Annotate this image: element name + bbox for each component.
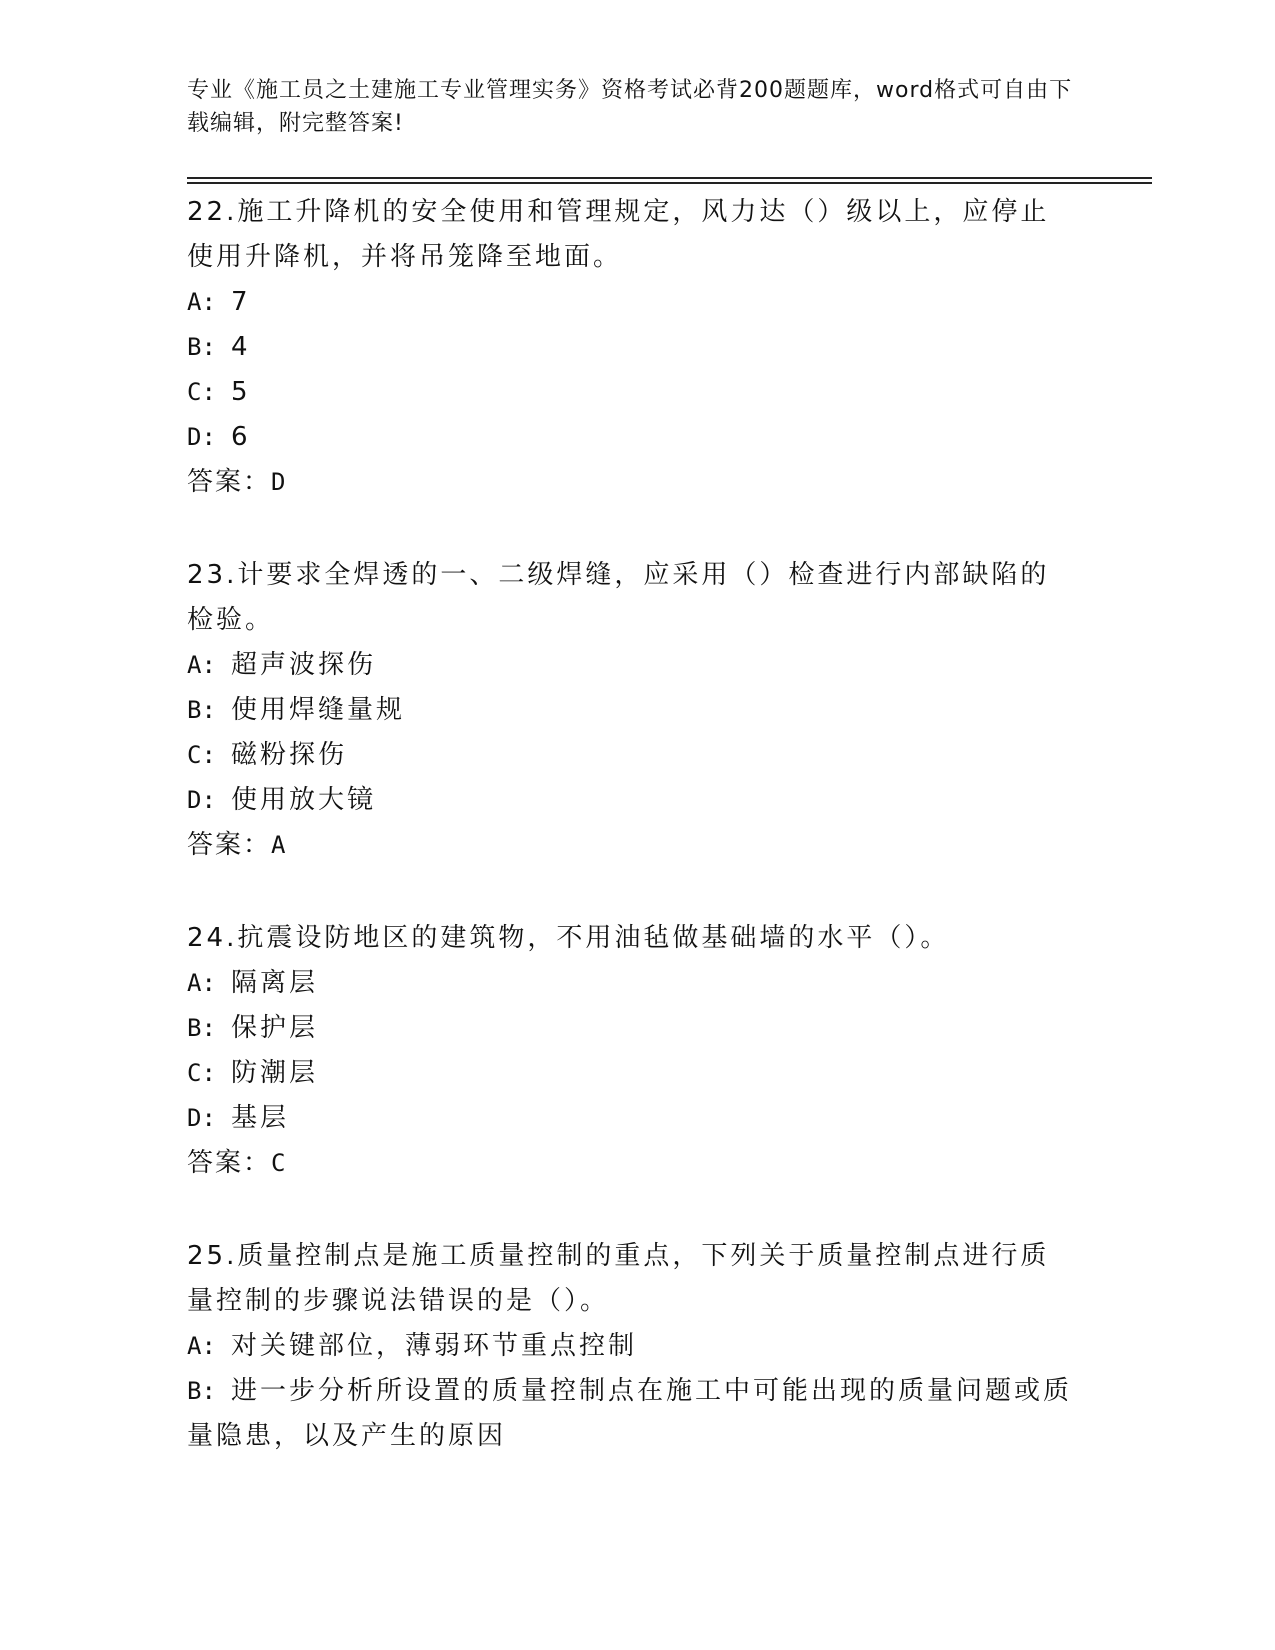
- option-letter: B:: [187, 1014, 216, 1042]
- option-letter: C:: [187, 378, 216, 406]
- option-letter: A:: [187, 1332, 216, 1360]
- option-text: 隔离层: [231, 968, 319, 998]
- option-text: 对关键部位，薄弱环节重点控制: [231, 1331, 638, 1361]
- option-c: [187, 370, 1087, 415]
- question-24: [187, 916, 1087, 1186]
- option-d: [187, 1096, 1087, 1141]
- answer-line: [187, 1141, 1087, 1186]
- option-text: 进一步分析所设置的质量控制点在施工中可能出现的质量问题或质量隐患，以及产生的原因: [187, 1376, 1073, 1451]
- answer-label: 答案：: [187, 467, 272, 497]
- answer-value: D: [271, 468, 286, 496]
- option-d: [187, 778, 1087, 823]
- option-a: [187, 961, 1087, 1006]
- option-letter: C:: [187, 1059, 216, 1087]
- option-b: [187, 325, 1087, 370]
- question-list: [187, 190, 1087, 1507]
- option-letter: B:: [187, 696, 216, 724]
- option-letter: B:: [187, 333, 216, 361]
- option-text: 4: [231, 332, 251, 362]
- answer-value: A: [271, 831, 286, 859]
- option-text: 超声波探伤: [231, 650, 377, 680]
- question-stem: 25.质量控制点是施工质量控制的重点，下列关于质量控制点进行质量控制的步骤说法错误的是（）。: [187, 1241, 1050, 1316]
- option-letter: D:: [187, 1104, 216, 1132]
- option-b: [187, 1006, 1087, 1051]
- option-text: 磁粉探伤: [231, 740, 348, 770]
- question-22: [187, 190, 1087, 505]
- option-b: [187, 1369, 1077, 1459]
- answer-label: 答案：: [187, 1148, 272, 1178]
- option-letter: C:: [187, 741, 216, 769]
- header-divider-bottom: [187, 182, 1152, 184]
- option-text: 保护层: [231, 1013, 319, 1043]
- option-text: 5: [231, 377, 251, 407]
- question-23: [187, 553, 1087, 868]
- option-text: 基层: [231, 1103, 290, 1133]
- option-letter: D:: [187, 786, 216, 814]
- option-c: [187, 733, 1087, 778]
- option-letter: B:: [187, 1377, 216, 1405]
- question-stem: 24.抗震设防地区的建筑物，不用油毡做基础墙的水平（）。: [187, 923, 950, 953]
- header-divider-top: [187, 177, 1152, 179]
- option-text: 7: [231, 287, 251, 317]
- option-a: [187, 280, 1087, 325]
- option-letter: D:: [187, 423, 216, 451]
- answer-line: [187, 460, 1087, 505]
- option-text: 6: [231, 422, 251, 452]
- option-letter: A:: [187, 288, 216, 316]
- answer-value: C: [271, 1149, 286, 1177]
- option-a: [187, 1324, 1087, 1369]
- option-b: [187, 688, 1087, 733]
- document-intro: 专业《施工员之土建施工专业管理实务》资格考试必背200题题库，word格式可自由下载编辑，附完整答案!: [187, 78, 1073, 136]
- question-stem: 22.施工升降机的安全使用和管理规定，风力达（）级以上，应停止使用升降机，并将吊笼降至地面。: [187, 197, 1050, 272]
- option-text: 使用焊缝量规: [231, 695, 406, 725]
- answer-line: [187, 823, 1087, 868]
- question-25: [187, 1234, 1087, 1459]
- option-d: [187, 415, 1087, 460]
- option-text: 防潮层: [231, 1058, 319, 1088]
- question-stem: 23.计要求全焊透的一、二级焊缝，应采用（）检查进行内部缺陷的检验。: [187, 560, 1050, 635]
- option-letter: A:: [187, 651, 216, 679]
- option-text: 使用放大镜: [231, 785, 377, 815]
- option-a: [187, 643, 1087, 688]
- answer-label: 答案：: [187, 830, 272, 860]
- option-letter: A:: [187, 969, 216, 997]
- option-c: [187, 1051, 1087, 1096]
